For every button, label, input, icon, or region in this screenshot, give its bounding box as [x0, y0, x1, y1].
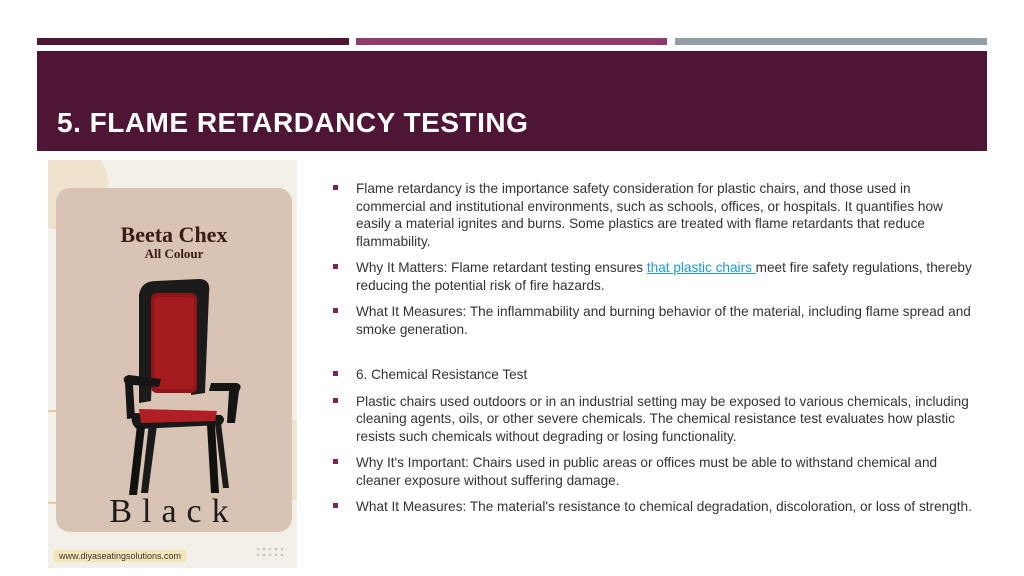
- slide-title: 5. FLAME RETARDANCY TESTING: [57, 107, 529, 138]
- slide-body: [332, 180, 972, 525]
- accent-stripe-dark: [37, 38, 349, 45]
- bullet-text: meet fire safety regulations, thereby reducing the potential risk of fire hazards.: [356, 260, 972, 293]
- bullet-item: Why It's Important: Chairs used in public areas or offices must be able to withstand chemical and cleaner exposure without suffering damage.: [332, 454, 972, 489]
- bullet-list: [332, 180, 972, 516]
- title-bar: [37, 51, 987, 151]
- product-brand: Beeta Chex: [120, 222, 228, 247]
- product-image: [48, 160, 297, 568]
- product-card: [56, 188, 292, 532]
- decorative-dots: [255, 546, 287, 560]
- website-label: www.diyaseatingsolutions.com: [54, 550, 186, 562]
- chair-illustration: [111, 273, 241, 498]
- bullet-item: What It Measures: The material's resistance to chemical degradation, discoloration, or loss of strength.: [332, 498, 972, 516]
- accent-stripe-medium: [356, 38, 667, 45]
- bullet-text: Why It Matters: Flame retardant testing ensures: [356, 260, 647, 275]
- bullet-item-heading: 6. Chemical Resistance Test: [332, 366, 972, 384]
- bullet-item: What It Measures: The inflammability and burning behavior of the material, including flame spread and smoke generation.: [332, 303, 972, 338]
- bullet-item: Flame retardancy is the importance safety consideration for plastic chairs, and those used in commercial and institutional environments, such as schools, offices, or hospitals. It quantifies how easily a material ignites and burns. Some plastics are treated with flame retardants that reduce flammability.: [332, 180, 972, 250]
- bullet-item: [332, 259, 972, 294]
- plastic-chairs-link[interactable]: that plastic chairs: [646, 260, 756, 275]
- product-color-name: Black: [109, 493, 239, 530]
- product-subtitle: All Colour: [144, 246, 204, 261]
- bullet-item: Plastic chairs used outdoors or in an industrial setting may be exposed to various chemicals, including cleaning agents, oils, or other severe chemicals. The chemical resistance test evaluates how plastic resists such chemicals without degrading or losing functionality.: [332, 393, 972, 446]
- accent-stripe-gray: [675, 38, 987, 45]
